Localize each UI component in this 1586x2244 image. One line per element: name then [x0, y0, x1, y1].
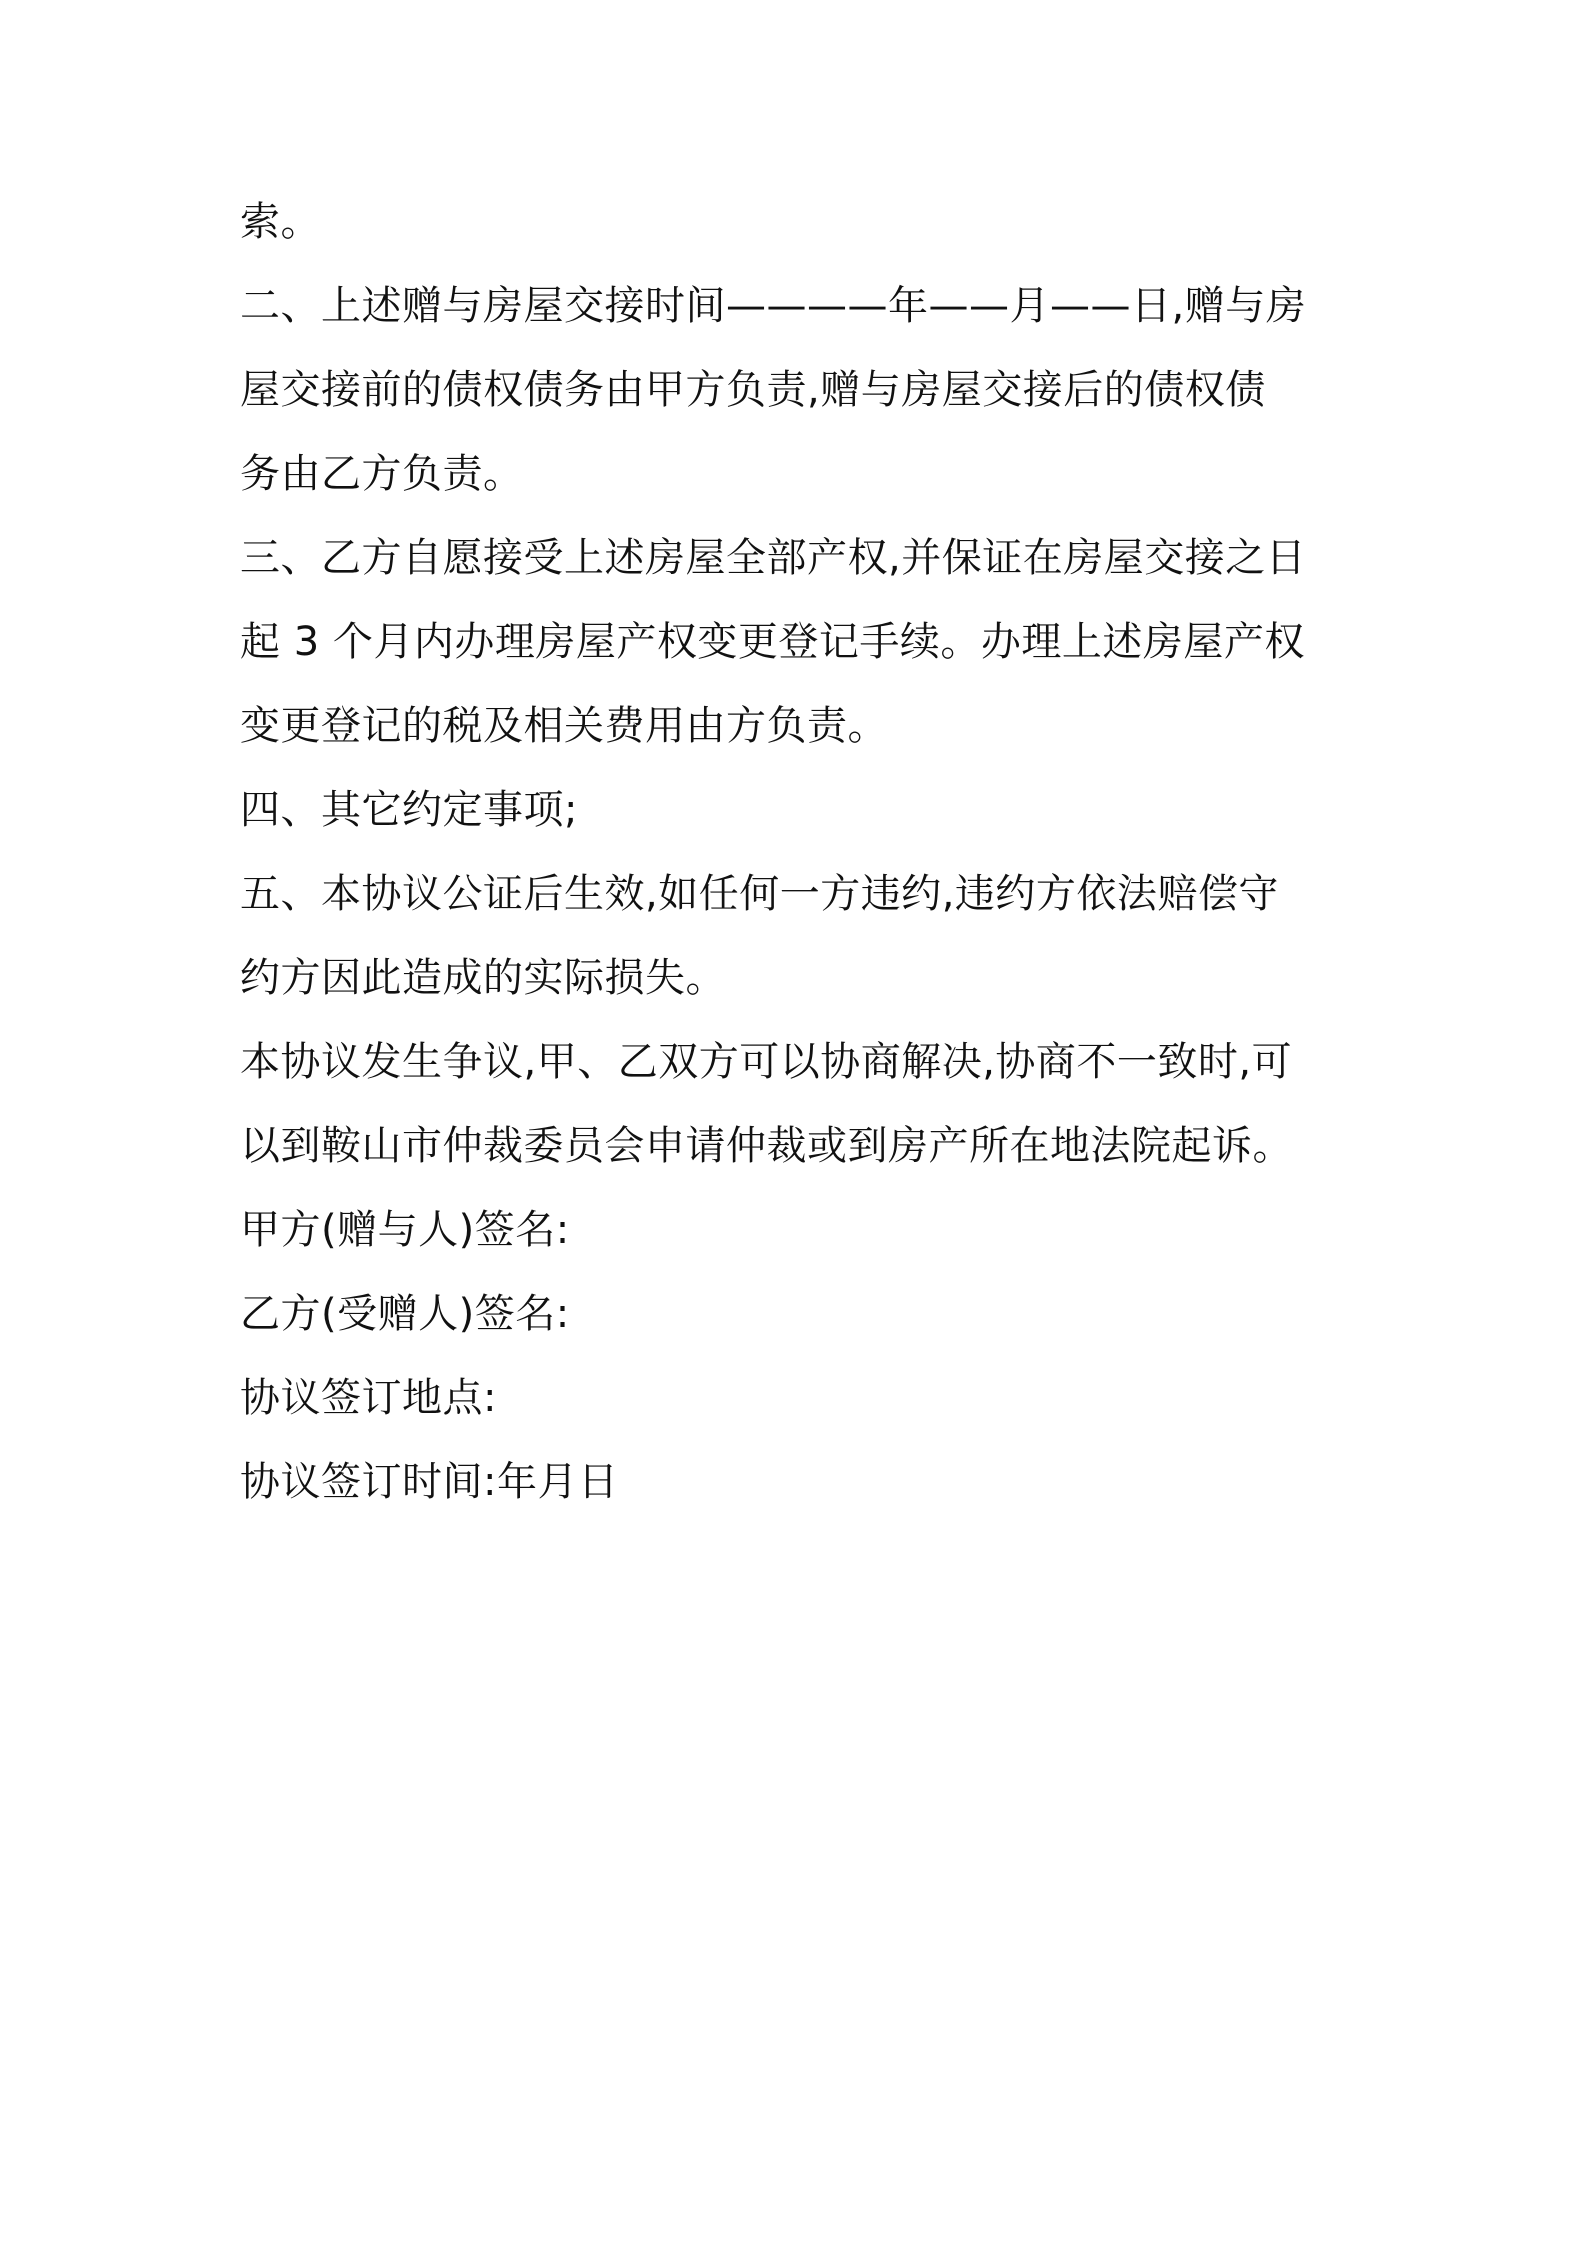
- text-line: 屋交接前的债权债务由甲方负责,赠与房屋交接后的债权债: [240, 367, 1266, 413]
- text-line: 索。: [240, 199, 321, 245]
- text-line: 三、乙方自愿接受上述房屋全部产权,并保证在房屋交接之日: [240, 535, 1307, 581]
- text-line: 起 3 个月内办理房屋产权变更登记手续。办理上述房屋产权: [240, 619, 1305, 665]
- text-line: 约方因此造成的实际损失。: [240, 955, 726, 1001]
- signature-line-party-a: 甲方(赠与人)签名:: [240, 1207, 570, 1253]
- text-line: 二、上述赠与房屋交接时间————年——月——日,赠与房: [240, 283, 1307, 329]
- signing-place-line: 协议签订地点:: [240, 1375, 497, 1421]
- text-line: 以到鞍山市仲裁委员会申请仲裁或到房产所在地法院起诉。: [240, 1123, 1293, 1169]
- document-body: [240, 180, 1360, 1524]
- text-line: 五、本协议公证后生效,如任何一方违约,违约方依法赔偿守: [240, 871, 1279, 917]
- signature-line-party-b: 乙方(受赠人)签名:: [240, 1291, 570, 1337]
- text-line: 变更登记的税及相关费用由方负责。: [240, 703, 888, 749]
- text-line: 四、其它约定事项;: [240, 787, 578, 833]
- signing-date-line: 协议签订时间:年月日: [240, 1459, 619, 1505]
- text-line: 本协议发生争议,甲、乙双方可以协商解决,协商不一致时,可: [240, 1039, 1293, 1085]
- text-line: 务由乙方负责。: [240, 451, 524, 497]
